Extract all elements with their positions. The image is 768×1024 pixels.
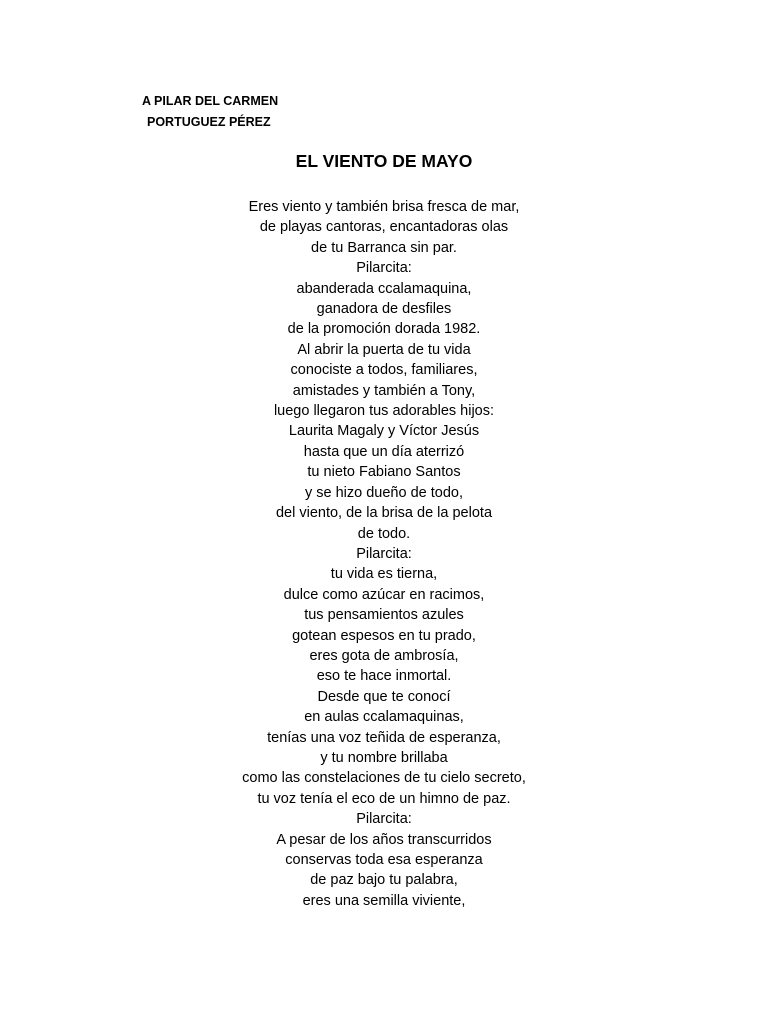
dedication-line-2: PORTUGUEZ PÉREZ [147,115,271,129]
poem-line: Laurita Magaly y Víctor Jesús [288,423,480,440]
poem-line: tu voz tenía el eco de un himno de paz. [257,790,511,807]
poem-line: tu nieto Fabiano Santos [307,464,461,481]
poem-line: tu vida es tierna, [330,566,438,583]
poem-line: Pilarcita: [356,811,412,828]
dedication-line-1: A PILAR DEL CARMEN [142,94,279,108]
poem-line: eres una semilla viviente, [302,892,466,909]
poem-line: de paz bajo tu palabra, [310,872,458,889]
poem-line: del viento, de la brisa de la pelota [275,505,493,522]
poem-line: de la promoción dorada 1982. [287,321,481,338]
poem-line: gotean espesos en tu prado, [292,627,476,644]
poem-line: dulce como azúcar en racimos, [283,586,485,603]
poem-line: hasta que un día aterrizó [303,443,465,460]
poem-line: y se hizo dueño de todo, [304,484,463,501]
poem-line: luego llegaron tus adorables hijos: [273,403,495,420]
poem-line: tenías una voz teñida de esperanza, [267,729,501,746]
poem-line: Al abrir la puerta de tu vida [297,341,471,358]
poem-line: de playas cantoras, encantadoras olas [259,219,509,236]
poem-line: abanderada ccalamaquina, [296,280,472,297]
poem-title: EL VIENTO DE MAYO [295,151,473,171]
poem-line: Pilarcita: [356,545,412,562]
poem-line: A pesar de los años transcurridos [276,831,492,848]
poem-line: amistades y también a Tony, [292,382,476,399]
poem-line: conservas toda esa esperanza [285,852,483,868]
poem-line: Pilarcita: [356,260,412,277]
poem-line: de todo. [357,525,411,542]
poem-line: tus pensamientos azules [304,607,464,624]
poem-line: de tu Barranca sin par. [311,239,457,256]
poem-line: conociste a todos, familiares, [290,362,478,379]
poem-body [0,197,768,911]
poem-line: y tu nombre brillaba [320,749,448,766]
poem-line: eres gota de ambrosía, [309,647,459,664]
poem-line: Desde que te conocí [317,688,451,705]
poem-line: Eres viento y también brisa fresca de mar, [248,199,520,215]
poem-line: en aulas ccalamaquinas, [304,709,464,726]
poem-line: como las constelaciones de tu cielo secreto, [242,770,526,787]
poem-line: eso te hace inmortal. [316,668,452,685]
poem-line: ganadora de desfiles [316,301,452,318]
